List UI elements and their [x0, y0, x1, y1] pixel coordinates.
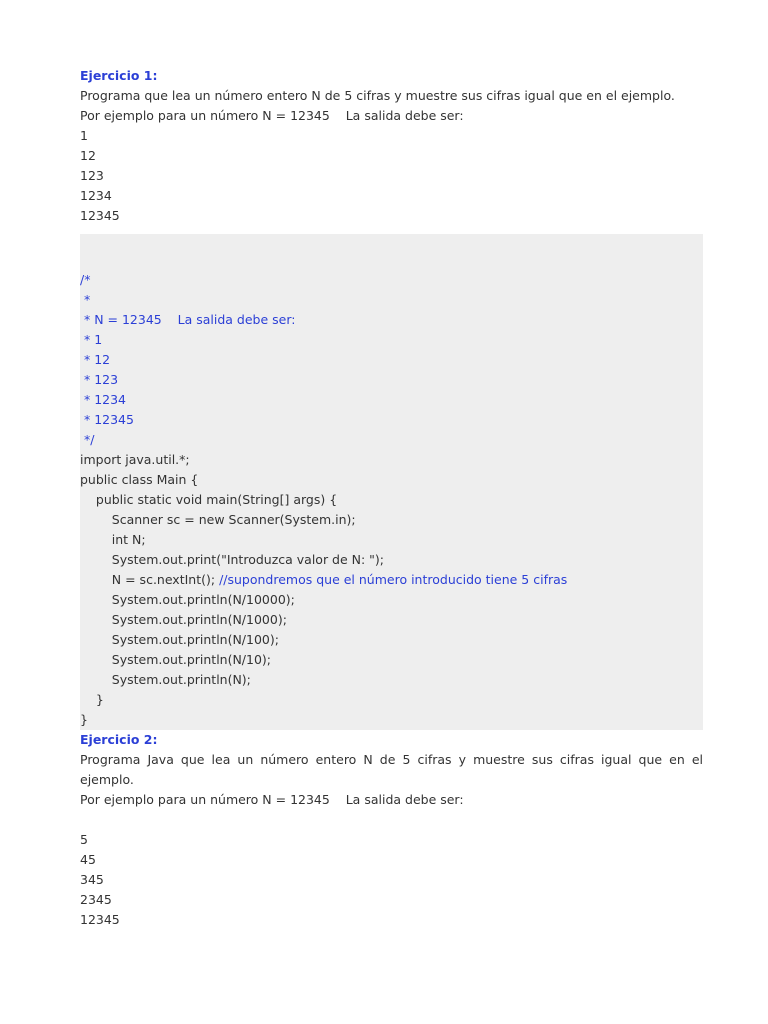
output-line: 45: [80, 852, 96, 867]
output-line: 12: [80, 148, 96, 163]
ejercicio-1-title: Ejercicio 1:: [80, 68, 158, 83]
ejercicio-1-example: Por ejemplo para un número N = 12345 La salida debe ser:: [80, 108, 464, 123]
code-line: System.out.println(N/100);: [80, 632, 279, 647]
comment-line: * 123: [80, 372, 119, 387]
ejercicio-2-output: [80, 830, 703, 930]
code-block: [80, 234, 703, 730]
code-comment: [80, 270, 703, 450]
output-line: 5: [80, 832, 88, 847]
comment-line: * 1: [80, 332, 103, 347]
code-line-input: [80, 570, 703, 590]
code-line: import java.util.*;: [80, 452, 190, 467]
output-line: 1234: [80, 188, 112, 203]
comment-line: * 12: [80, 352, 111, 367]
output-line: 123: [80, 168, 104, 183]
comment-line: /*: [80, 272, 91, 287]
output-line: 12345: [80, 208, 120, 223]
code-line: Scanner sc = new Scanner(System.in);: [80, 512, 356, 527]
document-page: [80, 66, 703, 930]
code-text: N = sc.nextInt();: [80, 572, 220, 587]
code-line: System.out.println(N/10000);: [80, 592, 295, 607]
ejercicio-1-output: [80, 126, 703, 226]
output-line: 345: [80, 872, 104, 887]
code-line: public static void main(String[] args) {: [80, 492, 338, 507]
code-line: System.out.println(N/10);: [80, 652, 272, 667]
code-line: int N;: [80, 532, 146, 547]
output-line: 2345: [80, 892, 112, 907]
code-line: }: [80, 712, 88, 727]
code-line: System.out.print("Introduzca valor de N: ");: [80, 552, 385, 567]
output-line: 12345: [80, 912, 120, 927]
code-line: System.out.println(N/1000);: [80, 612, 287, 627]
output-line: 1: [80, 128, 88, 143]
comment-line: */: [80, 432, 95, 447]
code-line: public class Main {: [80, 472, 199, 487]
inline-comment: //supondremos que el número introducido tiene 5 cifras: [219, 572, 568, 587]
comment-line: * 1234: [80, 392, 127, 407]
comment-line: * N = 12345 La salida debe ser:: [80, 312, 296, 327]
code-line: System.out.println(N);: [80, 672, 251, 687]
comment-line: *: [80, 292, 91, 307]
code-line: }: [80, 692, 104, 707]
ejercicio-2-title: Ejercicio 2:: [80, 732, 158, 747]
ejercicio-2-description: Programa Java que lea un número entero N de 5 cifras y muestre sus cifras igual que en el ejemplo.: [80, 752, 703, 787]
ejercicio-2-example: Por ejemplo para un número N = 12345 La salida debe ser:: [80, 792, 464, 807]
comment-line: * 12345: [80, 412, 134, 427]
ejercicio-1-description: Programa que lea un número entero N de 5 cifras y muestre sus cifras igual que en el ejemplo.: [80, 88, 675, 103]
